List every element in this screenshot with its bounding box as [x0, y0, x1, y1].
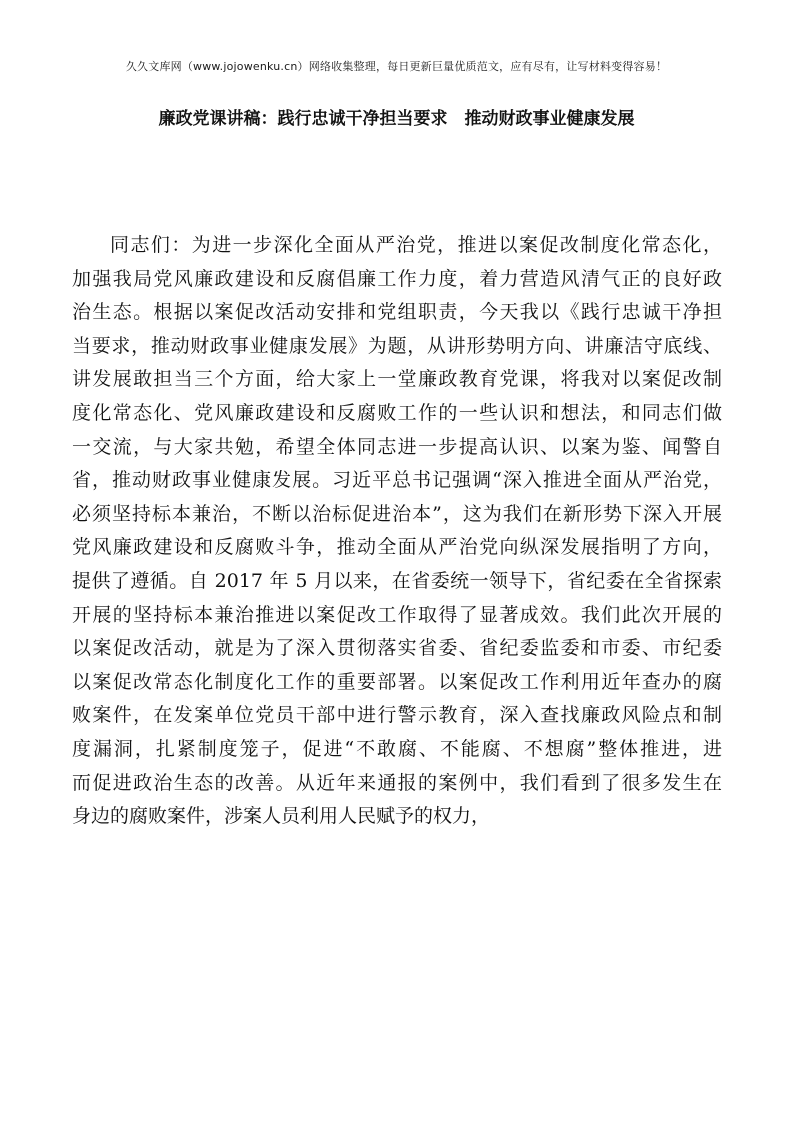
body-line: 度化常态化、党风廉政建设和反腐败工作的一些认识和想法，和同志们做	[72, 401, 722, 424]
body-paragraph	[72, 229, 722, 834]
body-line: 度漏洞，扎紧制度笼子，促进“不敢腐、不能腐、不想腐”整体推进，进	[72, 737, 722, 760]
body-line: 一交流，与大家共勉，希望全体同志进一步提高认识、以案为鉴、闻警自	[72, 435, 722, 458]
body-line: 省，推动财政事业健康发展。习近平总书记强调“深入推进全面从严治党，	[72, 469, 722, 492]
body-line: 以案促改活动，就是为了深入贯彻落实省委、省纪委监委和市委、市纪委	[72, 637, 722, 660]
header-note: 久久文库网（www.jojowenku.cn）网络收集整理，每日更新巨量优质范文，应有尽有，让写材料变得容易！	[125, 60, 668, 73]
body-line: 而促进政治生态的改善。从近年来通报的案例中，我们看到了很多发生在	[72, 771, 722, 794]
body-line: 开展的坚持标本兼治推进以案促改工作取得了显著成效。我们此次开展的	[72, 603, 722, 626]
body-line: 败案件，在发案单位党员干部中进行警示教育，深入查找廉政风险点和制	[72, 704, 722, 727]
body-line: 党风廉政建设和反腐败斗争，推动全面从严治党向纵深发展指明了方向，	[72, 536, 722, 559]
document-title: 廉政党课讲稿：践行忠诚干净担当要求 推动财政事业健康发展	[158, 109, 635, 129]
body-line: 当要求，推动财政事业健康发展》为题，从讲形势明方向、讲廉洁守底线、	[72, 334, 722, 357]
body-line: 以案促改常态化制度化工作的重要部署。以案促改工作利用近年查办的腐	[72, 670, 722, 693]
body-line: 加强我局党风廉政建设和反腐倡廉工作力度，着力营造风清气正的良好政	[72, 267, 722, 290]
body-line: 治生态。根据以案促改活动安排和党组职责，今天我以《践行忠诚干净担	[72, 301, 722, 324]
body-line: 提供了遵循。自 2017 年 5 月以来，在省委统一领导下，省纪委在全省探索	[72, 569, 722, 592]
body-line: 必须坚持标本兼治，不断以治标促进治本”，这为我们在新形势下深入开展	[72, 502, 722, 525]
body-line: 讲发展敢担当三个方面，给大家上一堂廉政教育党课，将我对以案促改制	[72, 368, 722, 391]
body-line: 同志们：为进一步深化全面从严治党，推进以案促改制度化常态化，	[110, 234, 722, 256]
body-line: 身边的腐败案件，涉案人员利用人民赋予的权力，	[72, 805, 491, 828]
